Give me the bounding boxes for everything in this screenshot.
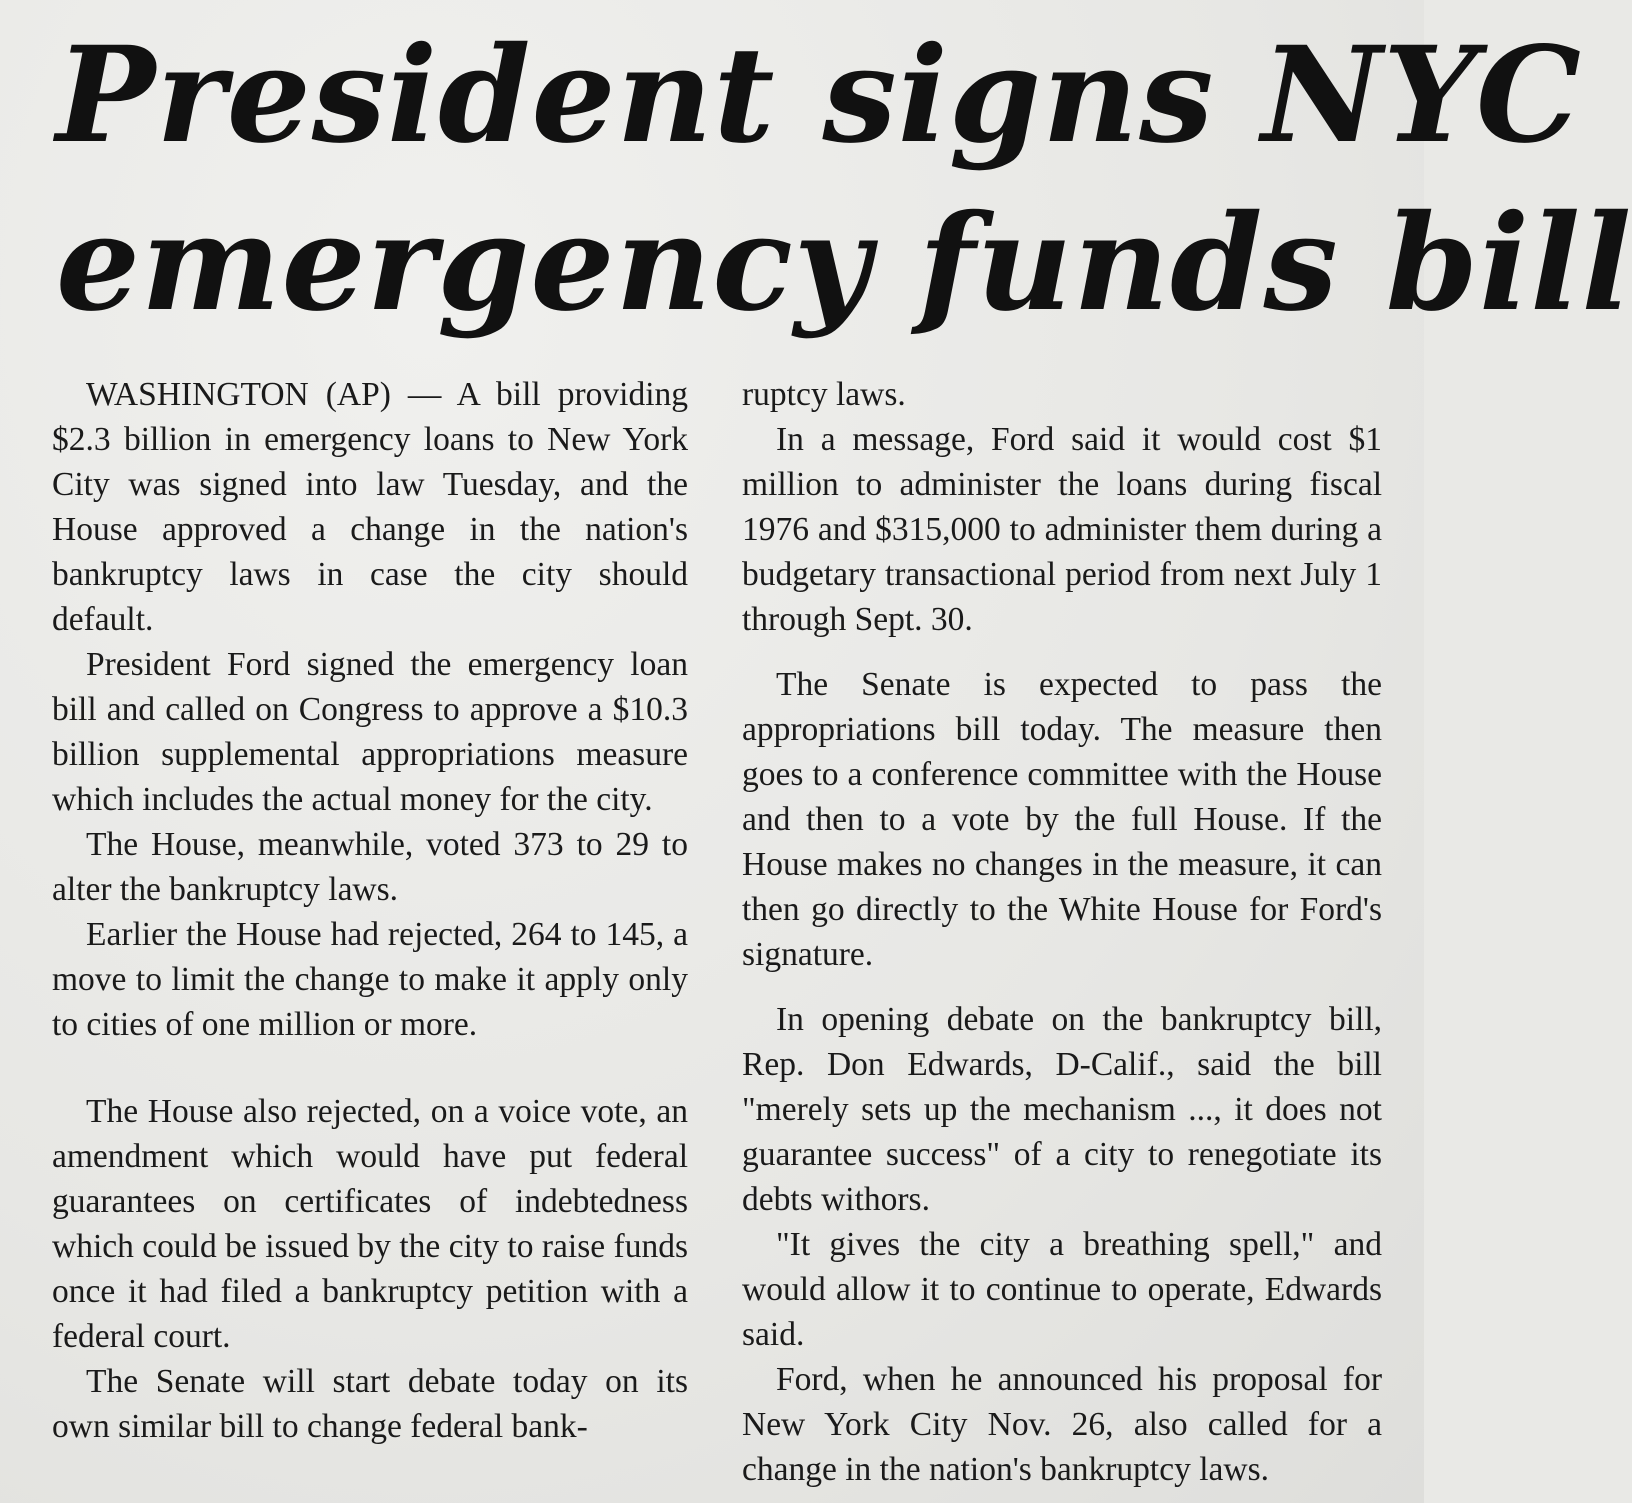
paragraph: Earlier the House had rejected, 264 to 145, a move to limit the change to make it apply only to cities of one million or more. xyxy=(52,916,688,1043)
headline-line-1: President signs NYC xyxy=(56,18,1583,173)
right-column xyxy=(742,372,1382,1492)
paragraph: In opening debate on the bankruptcy bill, Rep. Don Edwards, D-Calif., said the bill "merely sets up the mechanism ..., it does not guarantee success" of a city to renegotiate its debts withors. xyxy=(742,1001,1382,1218)
paragraph: Ford, when he announced his proposal for New York City Nov. 26, also called for a change in the nation's bankruptcy laws. xyxy=(742,1361,1382,1488)
headline-line-2: emergency funds bill xyxy=(56,186,1632,341)
paragraph: President Ford signed the emergency loan bill and called on Congress to approve a $10.3 billion supplemental appropriations measure which includes the actual money for the city. xyxy=(52,646,688,818)
paragraph: The House, meanwhile, voted 373 to 29 to alter the bankruptcy laws. xyxy=(52,826,688,908)
paragraph: The Senate is expected to pass the appropriations bill today. The measure then goes to a conference committee with the House and then to a vote by the full House. If the House makes no changes in the measure, it can then go directly to the White House for Ford's signature. xyxy=(742,666,1382,973)
headline xyxy=(56,12,1632,348)
paragraph-continued: ruptcy laws. xyxy=(742,376,906,413)
paragraph: The Senate will start debate today on its own similar bill to change federal bank- xyxy=(52,1363,688,1445)
left-column xyxy=(52,372,688,1449)
paragraph: "It gives the city a breathing spell," and would allow it to continue to operate, Edwards said. xyxy=(742,1226,1382,1353)
paragraph-dateline: WASHINGTON (AP) — A bill providing $2.3 billion in emergency loans to New York City was signed into law Tuesday, and the House approved a change in the nation's bankruptcy laws in case the city should default. xyxy=(52,376,688,638)
paragraph: In a message, Ford said it would cost $1 million to administer the loans during fiscal 1976 and $315,000 to administer them during a budgetary transactional period from next July 1 through Sept. 30. xyxy=(742,421,1382,638)
paragraph: The House also rejected, on a voice vote, an amendment which would have put federal guarantees on certificates of indebtedness which could be issued by the city to raise funds once it had filed a bankruptcy petition with a federal court. xyxy=(52,1093,688,1355)
